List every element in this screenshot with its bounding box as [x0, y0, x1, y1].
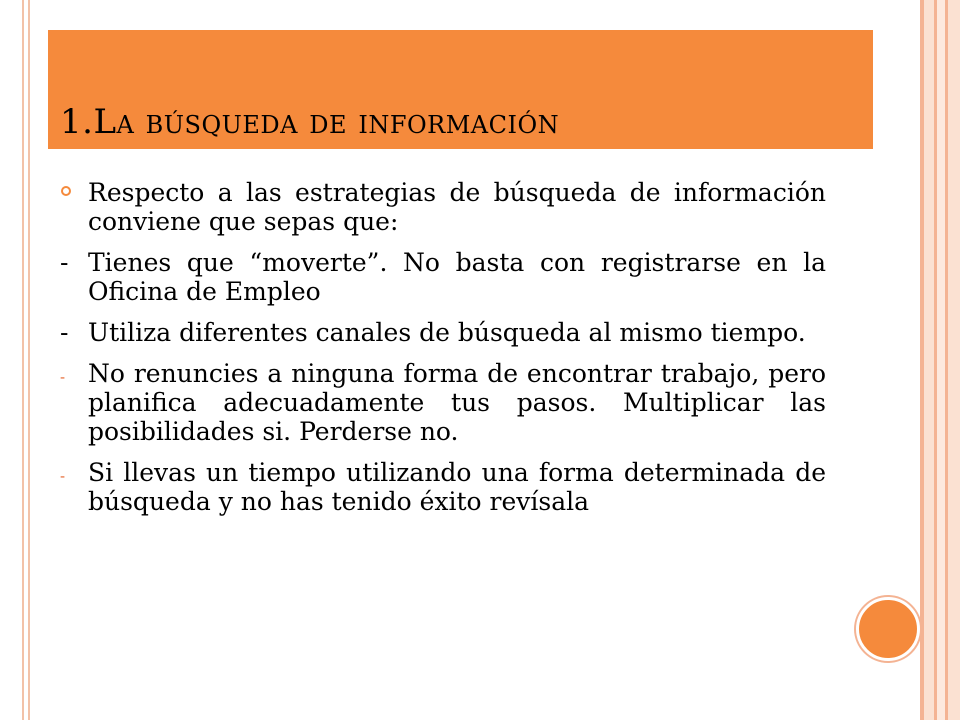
list-item-text: Tienes que “moverte”. No basta con registrarse en la Oficina de Empleo — [88, 248, 826, 306]
right-decorative-stripes — [920, 0, 960, 720]
list-item — [60, 458, 826, 516]
list-item-text: Utiliza diferentes canales de búsqueda al mismo tiempo. — [88, 318, 806, 347]
dash-marker: - — [60, 368, 66, 386]
list-item-text: Respecto a las estrategias de búsqueda de información conviene que sepas que: — [88, 178, 826, 236]
slide-title: 1.La búsqueda de información — [60, 102, 560, 142]
list-item — [60, 248, 826, 306]
list-item — [60, 178, 826, 236]
left-border-line — [28, 0, 30, 720]
left-border-line — [22, 0, 24, 720]
dash-marker: - — [60, 467, 66, 485]
dash-marker: - — [60, 248, 69, 277]
list-item — [60, 318, 826, 347]
dash-marker: - — [60, 318, 69, 347]
list-item-text: Si llevas un tiempo utilizando una forma determinada de búsqueda y no has tenido éxito revísala — [88, 458, 826, 516]
slide-content — [60, 178, 826, 528]
circle-bullet-icon — [61, 186, 71, 196]
list-item — [60, 359, 826, 446]
list-item-text: No renuncies a ninguna forma de encontrar trabajo, pero planifica adecuadamente tus pasos. Multiplicar las posibilidades si. Perderse no. — [88, 359, 826, 446]
decorative-circle-icon — [856, 597, 920, 661]
